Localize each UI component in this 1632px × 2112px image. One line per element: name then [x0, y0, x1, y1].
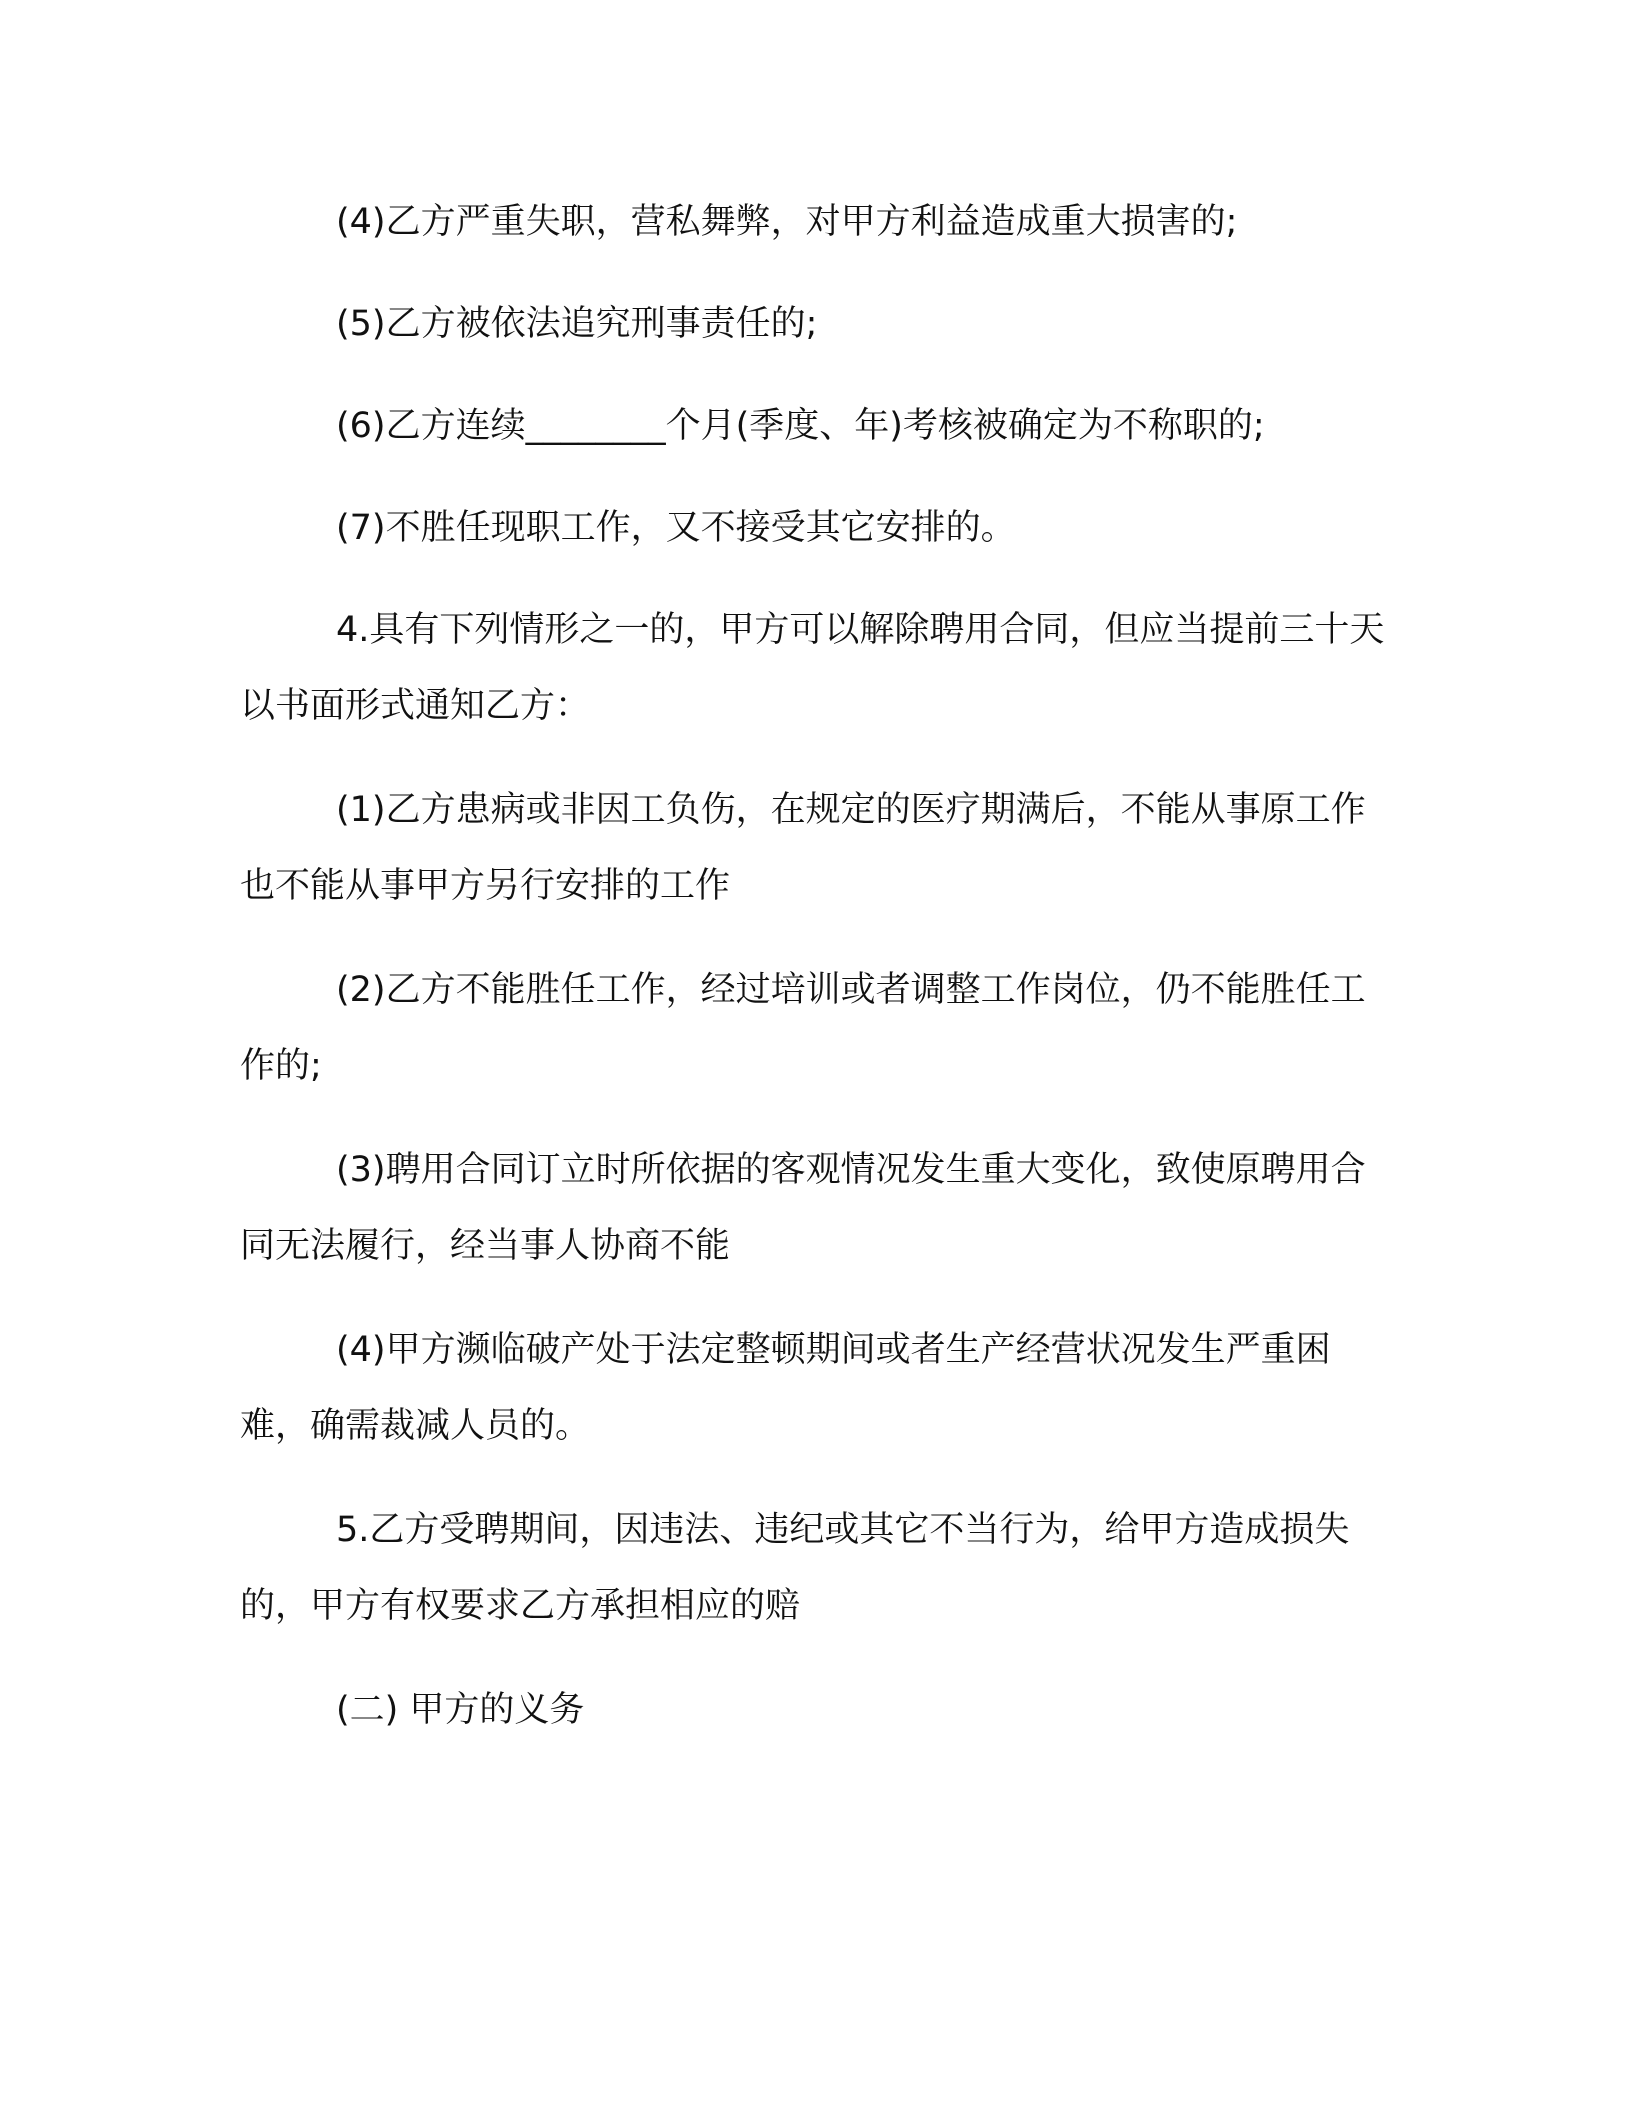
- section-heading: (二) 甲方的义务: [336, 1690, 585, 1730]
- clause-paragraph: (6)乙方连续________个月(季度、年)考核被确定为不称职的;: [336, 406, 1265, 446]
- clause-paragraph: 4.具有下列情形之一的，甲方可以解除聘用合同，但应当提前三十天以书面形式通知乙方：: [240, 610, 1385, 726]
- clause-paragraph: (7)不胜任现职工作，又不接受其它安排的。: [336, 508, 1016, 548]
- clause-paragraph: (5)乙方被依法追究刑事责任的;: [336, 304, 818, 344]
- clause-paragraph: (4)甲方濒临破产处于法定整顿期间或者生产经营状况发生严重困难，确需裁减人员的。: [240, 1330, 1331, 1446]
- clause-paragraph: (2)乙方不能胜任工作，经过培训或者调整工作岗位，仍不能胜任工作的;: [240, 970, 1366, 1086]
- clause-paragraph: (4)乙方严重失职，营私舞弊，对甲方利益造成重大损害的;: [336, 202, 1238, 242]
- clause-paragraph: (3)聘用合同订立时所依据的客观情况发生重大变化，致使原聘用合同无法履行，经当事人协商不能: [240, 1150, 1366, 1266]
- clause-paragraph: (1)乙方患病或非因工负伤，在规定的医疗期满后，不能从事原工作也不能从事甲方另行安排的工作: [240, 790, 1366, 906]
- clause-paragraph: 5.乙方受聘期间，因违法、违纪或其它不当行为，给甲方造成损失的，甲方有权要求乙方承担相应的赔: [240, 1510, 1350, 1626]
